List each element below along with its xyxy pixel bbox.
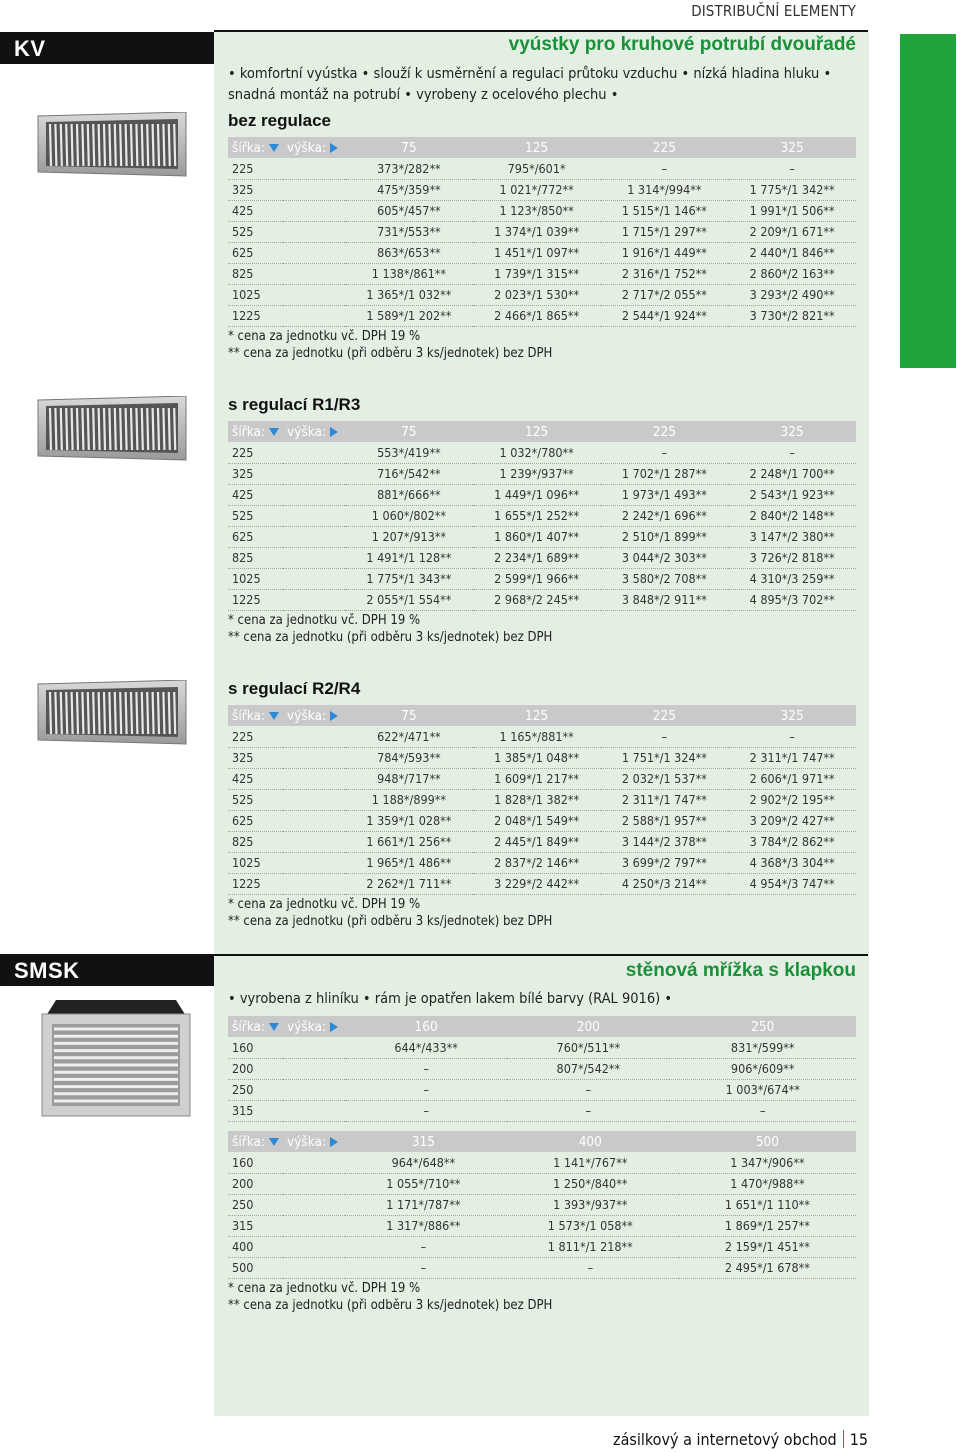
- height-col: 75: [345, 137, 473, 158]
- price-cell: 2 860*/2 163**: [728, 263, 856, 284]
- price-cell: 948*/717**: [345, 768, 473, 789]
- price-cell: 760*/511**: [507, 1037, 669, 1058]
- price-cell: 1 702*/1 287**: [601, 463, 729, 484]
- price-cell: 2 234*/1 689**: [473, 547, 601, 568]
- price-cell: 3 699*/2 797**: [601, 852, 729, 873]
- price-cell: 1 661*/1 256**: [345, 831, 473, 852]
- price-cell: 1 003*/674**: [669, 1079, 856, 1100]
- price-cell: 4 954*/3 747**: [728, 873, 856, 894]
- page-number: 15: [849, 1430, 868, 1449]
- height-label-text: výška:: [287, 1133, 327, 1150]
- kv-notes-3: [228, 896, 552, 930]
- height-col: 125: [473, 705, 601, 726]
- width-cell: 525: [228, 221, 345, 242]
- smsk-code-bar: [0, 954, 214, 986]
- price-cell: 4 368*/3 304**: [728, 852, 856, 873]
- width-label: [228, 137, 283, 158]
- price-cell: 3 147*/2 380**: [728, 526, 856, 547]
- smsk-title-rule: [214, 954, 868, 956]
- price-cell: 644*/433**: [345, 1037, 507, 1058]
- height-label: [283, 705, 345, 726]
- table-header-row: [228, 1131, 856, 1152]
- price-cell: 3 044*/2 303**: [601, 547, 729, 568]
- width-cell: 1025: [228, 852, 345, 873]
- price-cell: –: [728, 442, 856, 463]
- price-cell: 1 573*/1 058**: [502, 1215, 679, 1236]
- triangle-right-icon: [330, 427, 338, 437]
- width-cell: 625: [228, 810, 345, 831]
- price-cell: 1 021*/772**: [473, 179, 601, 200]
- price-cell: 3 580*/2 708**: [601, 568, 729, 589]
- table-row: [228, 747, 856, 768]
- table-row: [228, 789, 856, 810]
- price-cell: 906*/609**: [669, 1058, 856, 1079]
- table-row: [228, 1079, 856, 1100]
- price-cell: 2 717*/2 055**: [601, 284, 729, 305]
- price-cell: 2 440*/1 846**: [728, 242, 856, 263]
- price-cell: 2 495*/1 678**: [679, 1257, 856, 1278]
- price-cell: 2 968*/2 245**: [473, 589, 601, 610]
- note-line: ** cena za jednotku (při odběru 3 ks/jednotek) bez DPH: [228, 914, 553, 929]
- note-line: ** cena za jednotku (při odběru 3 ks/jednotek) bez DPH: [228, 346, 553, 361]
- width-label: [228, 421, 283, 442]
- width-cell: 315: [228, 1215, 345, 1236]
- price-cell: 807*/542**: [507, 1058, 669, 1079]
- price-cell: 2 209*/1 671**: [728, 221, 856, 242]
- table-row: [228, 442, 856, 463]
- price-cell: 1 655*/1 252**: [473, 505, 601, 526]
- smsk-table-2: [228, 1131, 856, 1279]
- table-row: [228, 505, 856, 526]
- width-cell: 160: [228, 1152, 345, 1173]
- price-cell: 2 242*/1 696**: [601, 505, 729, 526]
- footer-shop-text: zásilkový a internetový obchod: [613, 1430, 837, 1449]
- table-row: [228, 547, 856, 568]
- height-label-text: výška:: [287, 707, 327, 724]
- table-row: [228, 179, 856, 200]
- table-row: [228, 463, 856, 484]
- price-cell: 1 860*/1 407**: [473, 526, 601, 547]
- width-label-text: šířka:: [232, 1018, 266, 1035]
- page-footer: [613, 1430, 868, 1449]
- height-label-text: výška:: [287, 423, 327, 440]
- height-col: 325: [728, 137, 856, 158]
- table-header-row: [228, 137, 856, 158]
- price-cell: –: [345, 1058, 507, 1079]
- price-cell: 964*/648**: [345, 1152, 502, 1173]
- table-row: [228, 1037, 856, 1058]
- price-cell: 4 250*/3 214**: [601, 873, 729, 894]
- table-row: [228, 873, 856, 894]
- height-label-text: výška:: [287, 1018, 327, 1035]
- table-row: [228, 305, 856, 326]
- height-col: 325: [728, 705, 856, 726]
- height-col: 315: [345, 1131, 502, 1152]
- price-cell: 3 784*/2 862**: [728, 831, 856, 852]
- height-col: 125: [473, 137, 601, 158]
- width-cell: 315: [228, 1100, 345, 1121]
- price-cell: 881*/666**: [345, 484, 473, 505]
- price-cell: 475*/359**: [345, 179, 473, 200]
- width-cell: 325: [228, 463, 345, 484]
- table-row: [228, 158, 856, 179]
- price-cell: 1 775*/1 342**: [728, 179, 856, 200]
- width-cell: 225: [228, 726, 345, 747]
- price-cell: 1 491*/1 128**: [345, 547, 473, 568]
- price-cell: 373*/282**: [345, 158, 473, 179]
- width-cell: 1225: [228, 305, 345, 326]
- table-row: [228, 852, 856, 873]
- width-cell: 625: [228, 242, 345, 263]
- smsk-notes: [228, 1280, 552, 1314]
- price-cell: 1 965*/1 486**: [345, 852, 473, 873]
- price-cell: 2 248*/1 700**: [728, 463, 856, 484]
- price-cell: 1 811*/1 218**: [502, 1236, 679, 1257]
- width-cell: 425: [228, 200, 345, 221]
- height-label-text: výška:: [287, 139, 327, 156]
- width-cell: 400: [228, 1236, 345, 1257]
- price-cell: 2 159*/1 451**: [679, 1236, 856, 1257]
- price-cell: 2 840*/2 148**: [728, 505, 856, 526]
- r2r4-grille-image: [30, 680, 190, 748]
- smsk-features: • vyrobena z hliníku • rám je opatřen lakem bílé barvy (RAL 9016) •: [228, 991, 673, 1007]
- triangle-right-icon: [330, 143, 338, 153]
- table-row: [228, 1236, 856, 1257]
- price-cell: 1 775*/1 343**: [345, 568, 473, 589]
- table-body: [228, 1152, 856, 1278]
- triangle-right-icon: [330, 711, 338, 721]
- table-row: [228, 284, 856, 305]
- kv-table2-title: s regulací R1/R3: [228, 395, 361, 414]
- table-row: [228, 1257, 856, 1278]
- price-cell: 784*/593**: [345, 747, 473, 768]
- table-row: [228, 768, 856, 789]
- table-row: [228, 1215, 856, 1236]
- table-header-row: [228, 1016, 856, 1037]
- price-cell: 1 171*/787**: [345, 1194, 502, 1215]
- kv-code: KV: [14, 36, 46, 61]
- price-cell: 2 543*/1 923**: [728, 484, 856, 505]
- table-row: [228, 1152, 856, 1173]
- table-row: [228, 1194, 856, 1215]
- width-label-text: šířka:: [232, 423, 266, 440]
- price-cell: 1 869*/1 257**: [679, 1215, 856, 1236]
- kv-table-r1r3: [228, 421, 856, 611]
- category-header: DISTRIBUČNÍ ELEMENTY: [691, 2, 856, 20]
- kv-table-bez-regulace: [228, 137, 856, 327]
- price-cell: 3 293*/2 490**: [728, 284, 856, 305]
- price-cell: 2 048*/1 549**: [473, 810, 601, 831]
- table-row: [228, 263, 856, 284]
- triangle-right-icon: [330, 1022, 338, 1032]
- price-cell: 3 730*/2 821**: [728, 305, 856, 326]
- price-cell: 2 466*/1 865**: [473, 305, 601, 326]
- width-cell: 200: [228, 1058, 345, 1079]
- note-line: ** cena za jednotku (při odběru 3 ks/jednotek) bez DPH: [228, 630, 553, 645]
- price-cell: 1 060*/802**: [345, 505, 473, 526]
- note-line: * cena za jednotku vč. DPH 19 %: [228, 1281, 421, 1296]
- price-cell: 1 188*/899**: [345, 789, 473, 810]
- table-row: [228, 810, 856, 831]
- price-cell: –: [507, 1079, 669, 1100]
- table-row: [228, 1173, 856, 1194]
- height-col: 225: [601, 421, 729, 442]
- price-cell: 1 828*/1 382**: [473, 789, 601, 810]
- note-line: * cena za jednotku vč. DPH 19 %: [228, 329, 421, 344]
- price-cell: 3 848*/2 911**: [601, 589, 729, 610]
- smsk-table-1: [228, 1016, 856, 1122]
- width-cell: 200: [228, 1173, 345, 1194]
- width-label-text: šířka:: [232, 707, 266, 724]
- width-cell: 625: [228, 526, 345, 547]
- kv-title: vyústky pro kruhové potrubí dvouřadé: [508, 34, 856, 55]
- triangle-down-icon: [269, 1023, 279, 1031]
- width-cell: 425: [228, 768, 345, 789]
- height-col: 160: [345, 1016, 507, 1037]
- width-cell: 250: [228, 1194, 345, 1215]
- height-col: 200: [507, 1016, 669, 1037]
- price-cell: –: [502, 1257, 679, 1278]
- smsk-grille-image: [36, 996, 196, 1120]
- price-cell: 1 314*/994**: [601, 179, 729, 200]
- price-cell: 1 451*/1 097**: [473, 242, 601, 263]
- table-body: [228, 726, 856, 894]
- price-cell: 605*/457**: [345, 200, 473, 221]
- price-cell: 4 310*/3 259**: [728, 568, 856, 589]
- note-line: * cena za jednotku vč. DPH 19 %: [228, 897, 421, 912]
- price-cell: 1 138*/861**: [345, 263, 473, 284]
- price-cell: 1 165*/881**: [473, 726, 601, 747]
- price-cell: –: [507, 1100, 669, 1121]
- price-cell: 2 510*/1 899**: [601, 526, 729, 547]
- price-cell: –: [728, 726, 856, 747]
- price-cell: 2 023*/1 530**: [473, 284, 601, 305]
- kv-table-r2r4: [228, 705, 856, 895]
- note-line: * cena za jednotku vč. DPH 19 %: [228, 613, 421, 628]
- price-cell: 1 715*/1 297**: [601, 221, 729, 242]
- kv-notes-1: [228, 328, 552, 362]
- width-label-text: šířka:: [232, 1133, 266, 1150]
- price-cell: 2 544*/1 924**: [601, 305, 729, 326]
- kv-table1-title: bez regulace: [228, 111, 331, 130]
- width-cell: 825: [228, 263, 345, 284]
- price-cell: 3 209*/2 427**: [728, 810, 856, 831]
- table-row: [228, 242, 856, 263]
- triangle-right-icon: [330, 1137, 338, 1147]
- price-cell: 1 651*/1 110**: [679, 1194, 856, 1215]
- height-col: 400: [502, 1131, 679, 1152]
- width-cell: 225: [228, 158, 345, 179]
- table-row: [228, 568, 856, 589]
- price-cell: 1 250*/840**: [502, 1173, 679, 1194]
- price-cell: –: [345, 1257, 502, 1278]
- price-cell: 4 895*/3 702**: [728, 589, 856, 610]
- table-row: [228, 221, 856, 242]
- table-row: [228, 1058, 856, 1079]
- price-cell: 863*/653**: [345, 242, 473, 263]
- width-cell: 325: [228, 179, 345, 200]
- smsk-title: stěnová mřížka s klapkou: [625, 960, 856, 981]
- height-label: [283, 137, 345, 158]
- height-col: 225: [601, 137, 729, 158]
- width-cell: 525: [228, 789, 345, 810]
- width-cell: 250: [228, 1079, 345, 1100]
- triangle-down-icon: [269, 144, 279, 152]
- price-cell: –: [345, 1100, 507, 1121]
- price-cell: 1 609*/1 217**: [473, 768, 601, 789]
- height-col: 125: [473, 421, 601, 442]
- triangle-down-icon: [269, 428, 279, 436]
- table-row: [228, 831, 856, 852]
- price-cell: 1 055*/710**: [345, 1173, 502, 1194]
- price-cell: 1 739*/1 315**: [473, 263, 601, 284]
- price-cell: 2 316*/1 752**: [601, 263, 729, 284]
- height-label: [283, 1016, 345, 1037]
- price-cell: 2 262*/1 711**: [345, 873, 473, 894]
- table-row: [228, 200, 856, 221]
- height-col: 225: [601, 705, 729, 726]
- price-cell: 2 055*/1 554**: [345, 589, 473, 610]
- table-row: [228, 589, 856, 610]
- price-cell: 2 311*/1 747**: [728, 747, 856, 768]
- table-header-row: [228, 705, 856, 726]
- price-cell: –: [601, 158, 729, 179]
- height-label: [283, 421, 345, 442]
- table-body: [228, 1037, 856, 1121]
- price-cell: 1 347*/906**: [679, 1152, 856, 1173]
- price-cell: 1 317*/886**: [345, 1215, 502, 1236]
- kv-grille-image: [30, 112, 190, 180]
- height-col: 250: [669, 1016, 856, 1037]
- price-cell: 1 365*/1 032**: [345, 284, 473, 305]
- table-row: [228, 1100, 856, 1121]
- width-cell: 225: [228, 442, 345, 463]
- price-cell: 1 991*/1 506**: [728, 200, 856, 221]
- price-cell: 1 123*/850**: [473, 200, 601, 221]
- price-cell: 2 606*/1 971**: [728, 768, 856, 789]
- price-cell: 1 141*/767**: [502, 1152, 679, 1173]
- width-cell: 325: [228, 747, 345, 768]
- price-cell: 1 032*/780**: [473, 442, 601, 463]
- price-cell: 2 032*/1 537**: [601, 768, 729, 789]
- table-body: [228, 442, 856, 610]
- table-row: [228, 484, 856, 505]
- width-label: [228, 1016, 283, 1037]
- width-cell: 1025: [228, 284, 345, 305]
- width-label: [228, 1131, 283, 1152]
- width-cell: 825: [228, 547, 345, 568]
- price-cell: –: [601, 442, 729, 463]
- kv-notes-2: [228, 612, 552, 646]
- price-cell: 795*/601*: [473, 158, 601, 179]
- price-cell: 1 374*/1 039**: [473, 221, 601, 242]
- price-cell: 716*/542**: [345, 463, 473, 484]
- price-cell: 1 973*/1 493**: [601, 484, 729, 505]
- price-cell: 3 144*/2 378**: [601, 831, 729, 852]
- footer-separator: [843, 1430, 844, 1448]
- height-col: 75: [345, 421, 473, 442]
- height-col: 75: [345, 705, 473, 726]
- price-cell: 2 902*/2 195**: [728, 789, 856, 810]
- price-cell: 1 359*/1 028**: [345, 810, 473, 831]
- smsk-code: SMSK: [14, 958, 80, 983]
- price-cell: 2 445*/1 849**: [473, 831, 601, 852]
- width-label-text: šířka:: [232, 139, 266, 156]
- height-col: 500: [679, 1131, 856, 1152]
- price-cell: –: [601, 726, 729, 747]
- price-cell: 1 470*/988**: [679, 1173, 856, 1194]
- price-cell: 3 229*/2 442**: [473, 873, 601, 894]
- table-row: [228, 726, 856, 747]
- price-cell: –: [728, 158, 856, 179]
- price-cell: –: [345, 1236, 502, 1257]
- kv-title-rule: [214, 30, 868, 32]
- price-cell: –: [345, 1079, 507, 1100]
- green-tab-strip: [900, 34, 956, 368]
- price-cell: 1 916*/1 449**: [601, 242, 729, 263]
- kv-features: • komfortní vyústka • slouží k usměrnění a regulaci průtoku vzduchu • nízká hladina hluku • snadná montáž na potrubí • vyrobeny z ocelového plechu •: [228, 66, 832, 103]
- width-cell: 1225: [228, 873, 345, 894]
- price-cell: –: [669, 1100, 856, 1121]
- width-cell: 160: [228, 1037, 345, 1058]
- triangle-down-icon: [269, 1138, 279, 1146]
- width-cell: 500: [228, 1257, 345, 1278]
- price-cell: 622*/471**: [345, 726, 473, 747]
- price-cell: 2 599*/1 966**: [473, 568, 601, 589]
- note-line: ** cena za jednotku (při odběru 3 ks/jednotek) bez DPH: [228, 1298, 553, 1313]
- price-cell: 831*/599**: [669, 1037, 856, 1058]
- price-cell: 731*/553**: [345, 221, 473, 242]
- price-cell: 2 588*/1 957**: [601, 810, 729, 831]
- price-cell: 1 751*/1 324**: [601, 747, 729, 768]
- kv-code-bar: [0, 32, 214, 64]
- width-cell: 425: [228, 484, 345, 505]
- width-label: [228, 705, 283, 726]
- price-cell: 3 726*/2 818**: [728, 547, 856, 568]
- price-cell: 1 589*/1 202**: [345, 305, 473, 326]
- triangle-down-icon: [269, 712, 279, 720]
- table-body: [228, 158, 856, 326]
- price-cell: 1 515*/1 146**: [601, 200, 729, 221]
- price-cell: 1 207*/913**: [345, 526, 473, 547]
- price-cell: 1 393*/937**: [502, 1194, 679, 1215]
- price-cell: 2 837*/2 146**: [473, 852, 601, 873]
- r1r3-grille-image: [30, 396, 190, 464]
- width-cell: 1025: [228, 568, 345, 589]
- width-cell: 825: [228, 831, 345, 852]
- width-cell: 1225: [228, 589, 345, 610]
- price-cell: 553*/419**: [345, 442, 473, 463]
- height-col: 325: [728, 421, 856, 442]
- table-row: [228, 526, 856, 547]
- kv-table3-title: s regulací R2/R4: [228, 679, 361, 698]
- price-cell: 1 239*/937**: [473, 463, 601, 484]
- price-cell: 2 311*/1 747**: [601, 789, 729, 810]
- price-cell: 1 449*/1 096**: [473, 484, 601, 505]
- price-cell: 1 385*/1 048**: [473, 747, 601, 768]
- table-header-row: [228, 421, 856, 442]
- height-label: [283, 1131, 345, 1152]
- width-cell: 525: [228, 505, 345, 526]
